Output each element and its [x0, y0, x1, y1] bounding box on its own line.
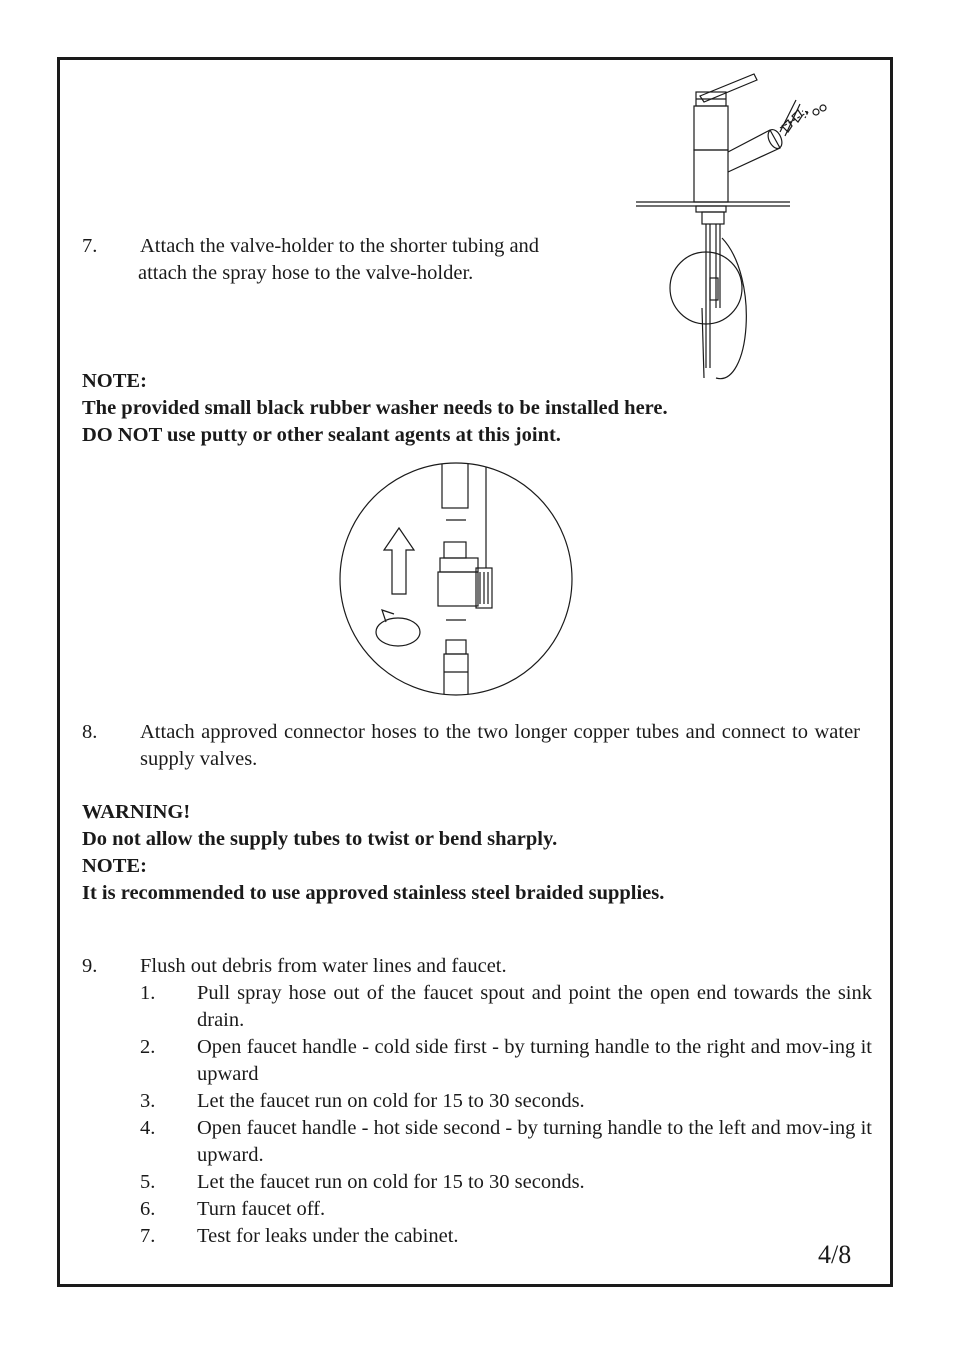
note-line-2: DO NOT use putty or other sealant agents at this joint. — [82, 424, 561, 446]
substep-number: 7. — [140, 1225, 156, 1247]
valve-holder-detail-illustration — [338, 462, 576, 700]
substep-text: Open faucet handle - hot side second - by turning handle to the left and mov-ing it upward. — [197, 1117, 872, 1166]
step-9-text: Flush out debris from water lines and faucet. — [140, 955, 507, 977]
step-7-line-1: Attach the valve-holder to the shorter tubing and — [140, 235, 540, 257]
note-2-heading: NOTE: — [82, 855, 147, 877]
note-line-1: The provided small black rubber washer needs to be installed here. — [82, 397, 668, 419]
substep-number: 4. — [140, 1117, 156, 1139]
step-7-number: 7. — [82, 235, 98, 257]
substep-text: Pull spray hose out of the faucet spout and point the open end towards the sink drain. — [197, 982, 872, 1031]
step-8-text: Attach approved connector hoses to the two longer copper tubes and connect to water supply valves. — [140, 721, 860, 770]
substep-text: Open faucet handle - cold side first - by turning handle to the right and mov-ing it upward — [197, 1036, 872, 1085]
step-8-number: 8. — [82, 721, 98, 743]
substep-text: Let the faucet run on cold for 15 to 30 seconds. — [197, 1171, 585, 1193]
substep-number: 1. — [140, 982, 156, 1004]
substep-text: Test for leaks under the cabinet. — [197, 1225, 459, 1247]
substep-number: 6. — [140, 1198, 156, 1220]
substep-text: Turn faucet off. — [197, 1198, 326, 1220]
note-2-text: It is recommended to use approved stainless steel braided supplies. — [82, 882, 665, 904]
substep-text: Let the faucet run on cold for 15 to 30 seconds. — [197, 1090, 585, 1112]
step-9-number: 9. — [82, 955, 98, 977]
substep-number: 3. — [140, 1090, 156, 1112]
page-number: 4/8 — [818, 1240, 852, 1269]
faucet-illustration — [630, 68, 830, 388]
warning-heading: WARNING! — [82, 801, 191, 823]
substep-number: 2. — [140, 1036, 156, 1058]
note-heading: NOTE: — [82, 370, 147, 392]
substep-number: 5. — [140, 1171, 156, 1193]
warning-text: Do not allow the supply tubes to twist or bend sharply. — [82, 828, 558, 850]
step-7-line-2: attach the spray hose to the valve-holder. — [138, 262, 474, 284]
